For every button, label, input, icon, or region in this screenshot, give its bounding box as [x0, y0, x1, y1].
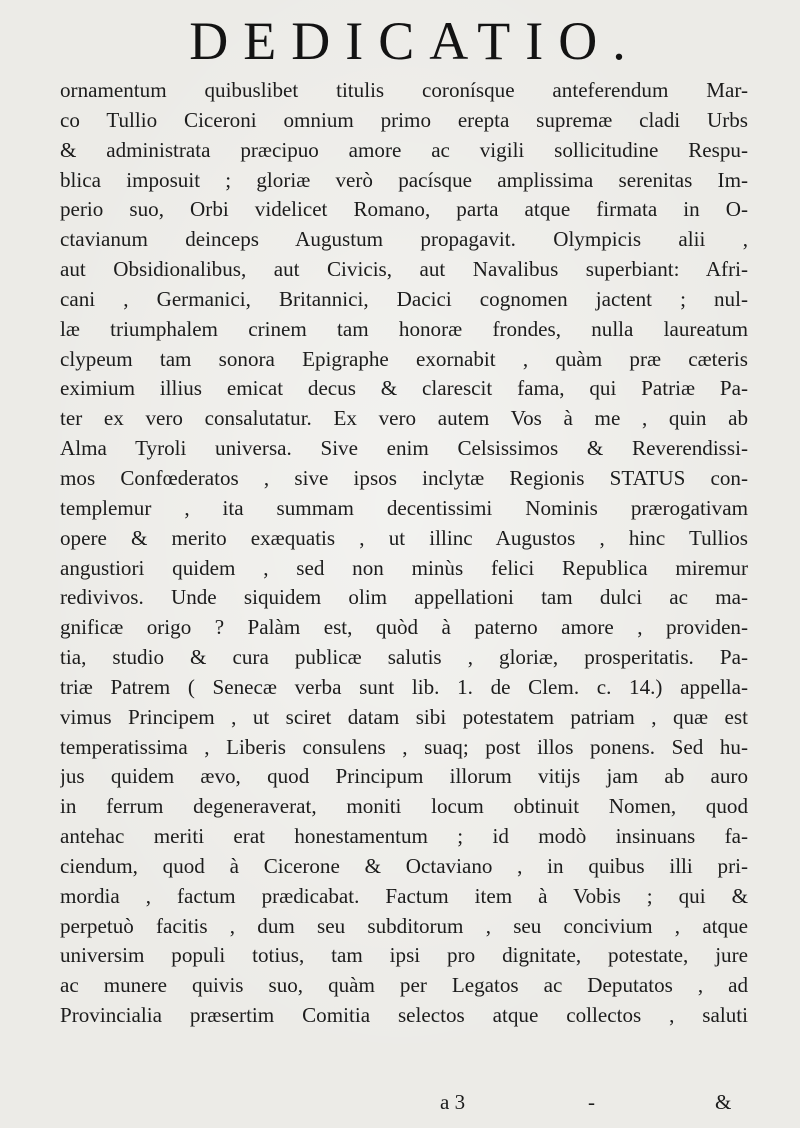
text-line: antehac meriti erat honestamentum ; id modò insinuans fa-	[60, 824, 748, 849]
text-line: opere & merito exæquatis , ut illinc Augustos , hinc Tullios	[60, 525, 748, 550]
text-line: mordia , factum prædicabat. Factum item à Vobis ; qui &	[60, 883, 748, 908]
text-line: gnificæ origo ? Palàm est, quòd à paterno amore , providen-	[60, 615, 748, 640]
text-line: jus quidem ævo, quod Principum illorum vitijs jam ab auro	[60, 764, 748, 789]
footer-mark: -	[588, 1090, 595, 1114]
text-line: temperatissima , Liberis consulens , suaq; post illos ponens. Sed hu-	[60, 734, 748, 759]
text-line: triæ Patrem ( Senecæ verba sunt lib. 1. de Clem. c. 14.) appella-	[60, 674, 748, 699]
text-line: blica imposuit ; gloriæ verò pacísque amplissima serenitas Im-	[60, 167, 748, 192]
text-line: ornamentum quibuslibet titulis coronísque anteferendum Mar-	[60, 78, 748, 102]
text-line: & administrata præcipuo amore ac vigili sollicitudine Respu-	[60, 137, 748, 162]
body-text	[60, 76, 748, 1031]
text-line: angustiori quidem , sed non minùs felici Republica miremur	[60, 555, 748, 580]
text-line: ctavianum deinceps Augustum propagavit. Olympicis alii ,	[60, 227, 748, 252]
text-line: ter ex vero consalutatur. Ex vero autem Vos à me , quin ab	[60, 406, 748, 431]
text-line: templemur , ita summam decentissimi Nominis prærogativam	[60, 495, 748, 520]
signature-mark: a 3	[440, 1090, 466, 1114]
text-line: eximium illius emicat decus & clarescit fama, qui Patriæ Pa-	[60, 376, 748, 401]
text-line: ciendum, quod à Cicerone & Octaviano , in quibus illi pri-	[60, 853, 748, 878]
text-line: co Tullio Ciceroni omnium primo erepta supremæ cladi Urbs	[60, 107, 748, 132]
text-line: mos Confœderatos , sive ipsos inclytæ Regionis STATUS con-	[60, 465, 748, 490]
text-line: læ triumphalem crinem tam honoræ frondes, nulla laureatum	[60, 316, 748, 341]
text-line: aut Obsidionalibus, aut Civicis, aut Navalibus superbiant: Afri-	[60, 257, 748, 282]
text-line: vimus Principem , ut sciret datam sibi potestatem patriam , quæ est	[60, 704, 748, 729]
page-footer	[0, 1090, 800, 1120]
text-line: perio suo, Orbi videlicet Romano, parta atque firmata in O-	[60, 197, 748, 222]
text-line: cani , Germanici, Britannici, Dacici cognomen jactent ; nul-	[60, 286, 748, 311]
text-line: clypeum tam sonora Epigraphe exornabit , quàm præ cæteris	[60, 346, 748, 371]
text-line: in ferrum degeneraverat, moniti locum obtinuit Nomen, quod	[60, 794, 748, 819]
text-line: Alma Tyroli universa. Sive enim Celsissimos & Reverendissi-	[60, 436, 748, 461]
text-line: perpetuò facitis , dum seu subditorum , seu concivium , atque	[60, 913, 748, 938]
text-line: Provincialia præsertim Comitia selectos atque collectos , saluti	[60, 1003, 748, 1028]
page-title: DEDICATIO.	[189, 11, 641, 71]
text-line: redivivos. Unde siquidem olim appellationi tam dulci ac ma-	[60, 585, 748, 610]
text-line: ac munere quivis suo, quàm per Legatos ac Deputatos , ad	[60, 973, 748, 998]
text-line: universim populi totius, tam ipsi pro dignitate, potestate, jure	[60, 943, 748, 968]
catchword: &	[715, 1090, 732, 1114]
text-line: tia, studio & cura publicæ salutis , gloriæ, prosperitatis. Pa-	[60, 645, 748, 670]
